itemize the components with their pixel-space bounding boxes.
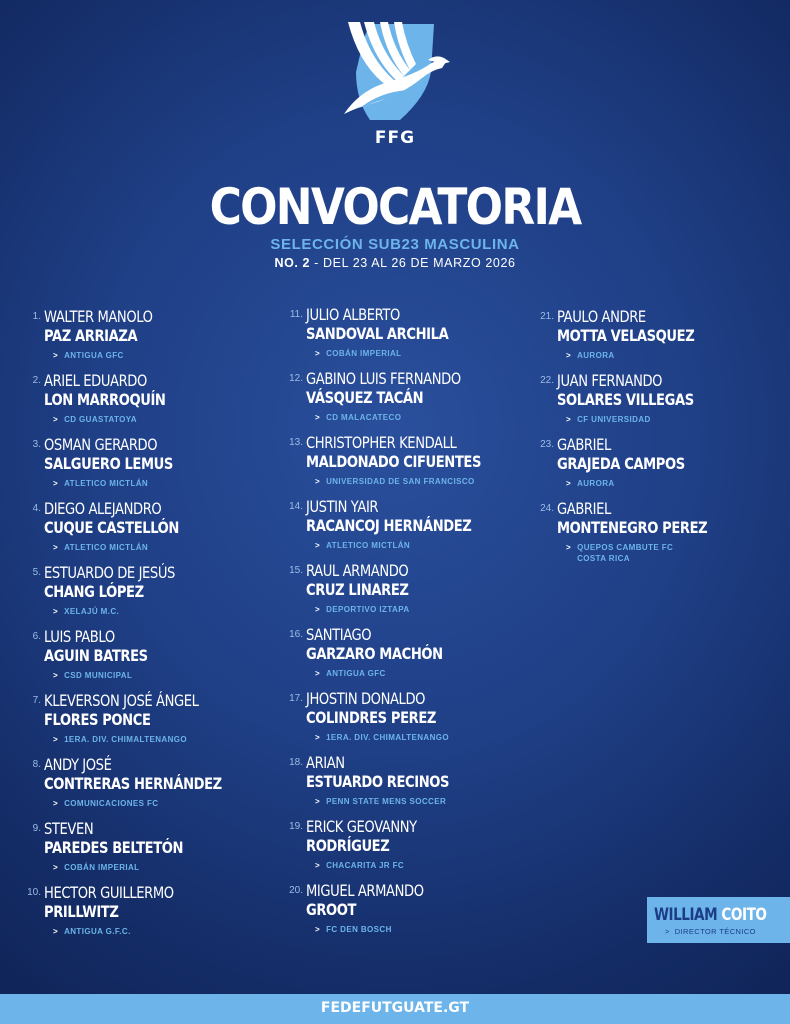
chevron-right-icon: > xyxy=(53,607,59,616)
player-club-line xyxy=(315,348,480,359)
player-club-line xyxy=(53,926,202,937)
player-names xyxy=(306,305,480,359)
chevron-right-icon: > xyxy=(315,349,321,358)
player-club: AURORA xyxy=(577,479,615,488)
chevron-right-icon: > xyxy=(315,797,321,806)
player-first-name: HECTOR GUILLERMO xyxy=(44,883,174,902)
player-club: CHACARITA JR FC xyxy=(326,861,405,870)
player-number: 8. xyxy=(32,759,41,770)
player-first-name: MIGUEL ARMANDO xyxy=(306,881,424,900)
player-last-name: LON MARROQUÍN xyxy=(44,390,166,409)
player-club-line xyxy=(315,540,508,551)
footer-bar xyxy=(0,994,790,1024)
player-last-name: FLORES PONCE xyxy=(44,710,151,729)
player-club-block xyxy=(566,478,713,489)
player-club-block xyxy=(53,798,261,809)
player-number: 23. xyxy=(540,439,554,450)
player-number: 6. xyxy=(32,631,41,642)
player-names xyxy=(306,497,508,551)
player-club-block xyxy=(53,606,204,617)
chevron-right-icon: > xyxy=(315,925,321,934)
player-first-name: JHOSTIN DONALDO xyxy=(306,689,426,708)
player-club-block xyxy=(315,796,480,807)
player-names xyxy=(557,371,724,425)
player-names xyxy=(557,435,713,489)
player-club: 1ERA. DIV. CHIMALTENANGO xyxy=(64,735,188,744)
player-club: ANTIGUA GFC xyxy=(326,669,386,678)
player-last-name: MALDONADO CIFUENTES xyxy=(306,452,482,471)
player-club-line xyxy=(315,604,431,615)
call-up-dates xyxy=(0,256,790,270)
chevron-right-icon: > xyxy=(665,927,670,936)
player-number: 22. xyxy=(540,375,554,386)
player-club-block xyxy=(315,860,441,871)
player-last-name: CUQUE CASTELLÓN xyxy=(44,518,180,537)
player-club-block xyxy=(53,542,209,553)
player-club: CD GUASTATOYA xyxy=(64,415,137,424)
player-first-name: PAULO ANDRE xyxy=(557,307,646,326)
player-number: 3. xyxy=(32,439,41,450)
player-number: 13. xyxy=(289,437,303,448)
player-club-line xyxy=(53,862,214,873)
player-last-name: RODRÍGUEZ xyxy=(306,836,390,855)
player-club: ATLETICO MICTLÁN xyxy=(326,541,411,550)
player-number: 5. xyxy=(32,567,41,578)
player-club-block xyxy=(315,476,519,487)
player-number: 4. xyxy=(32,503,41,514)
chevron-right-icon: > xyxy=(566,479,572,488)
player-club-line xyxy=(315,924,449,935)
player-last-name: PAZ ARRIAZA xyxy=(44,326,138,345)
coach-first-name: WILLIAM xyxy=(654,905,718,925)
player-last-name: PAREDES BELTETÓN xyxy=(44,838,184,857)
player-last-name: GARZARO MACHÓN xyxy=(306,644,443,663)
player-last-name: CONTRERAS HERNÁNDEZ xyxy=(44,774,222,793)
player-last-name: PRILLWITZ xyxy=(44,902,119,921)
player-club-line xyxy=(315,860,441,871)
chevron-right-icon: > xyxy=(53,863,59,872)
date-range: - DEL 23 AL 26 DE MARZO 2026 xyxy=(310,256,516,270)
player-last-name: CRUZ LINAREZ xyxy=(306,580,409,599)
player-names xyxy=(44,691,233,745)
player-club: DEPORTIVO IZTAPA xyxy=(326,605,410,614)
player-first-name: ERICK GEOVANNY xyxy=(306,817,417,836)
player-last-name: GRAJEDA CAMPOS xyxy=(557,454,685,473)
player-first-name: GABRIEL xyxy=(557,435,611,454)
chevron-right-icon: > xyxy=(53,479,59,488)
coach-last-name: COITO xyxy=(721,905,767,925)
player-club-line xyxy=(53,734,233,745)
player-first-name: KLEVERSON JOSÉ ÁNGEL xyxy=(44,691,199,710)
player-first-name: ARIAN xyxy=(306,753,345,772)
player-club: 1ERA. DIV. CHIMALTENANGO xyxy=(326,733,450,742)
player-club: PENN STATE MENS SOCCER xyxy=(326,797,447,806)
player-names xyxy=(44,563,204,617)
player-club-line xyxy=(53,478,201,489)
player-last-name: GROOT xyxy=(306,900,357,919)
coach-role xyxy=(665,927,756,936)
player-club-line xyxy=(53,542,209,553)
player-club-block xyxy=(53,670,170,681)
player-last-name: VÁSQUEZ TACÁN xyxy=(306,388,424,407)
chevron-right-icon: > xyxy=(53,351,59,360)
player-club-block xyxy=(315,732,465,743)
chevron-right-icon: > xyxy=(53,415,59,424)
player-first-name: LUIS PABLO xyxy=(44,627,115,646)
player-last-name: SOLARES VILLEGAS xyxy=(557,390,694,409)
player-last-name: MONTENEGRO PEREZ xyxy=(557,518,708,537)
chevron-right-icon: > xyxy=(53,543,59,552)
chevron-right-icon: > xyxy=(566,543,572,552)
player-number: 14. xyxy=(289,501,303,512)
brand-wordmark: FFG xyxy=(374,128,416,148)
player-first-name: CHRISTOPHER KENDALL xyxy=(306,433,457,452)
player-number: 16. xyxy=(289,629,303,640)
player-first-name: ANDY JOSÉ xyxy=(44,755,112,774)
player-club-block xyxy=(53,926,202,937)
player-club: UNIVERSIDAD DE SAN FRANCISCO xyxy=(326,477,475,486)
player-club-block xyxy=(53,414,192,425)
chevron-right-icon: > xyxy=(53,799,59,808)
player-names xyxy=(44,819,214,873)
player-first-name: ARIEL EDUARDO xyxy=(44,371,147,390)
player-first-name: DIEGO ALEJANDRO xyxy=(44,499,162,518)
player-number: 11. xyxy=(289,309,303,320)
page-subtitle: SELECCIÓN SUB23 MASCULINA xyxy=(270,236,520,253)
player-club-line xyxy=(315,668,473,679)
player-number: 19. xyxy=(289,821,303,832)
player-names xyxy=(44,499,209,553)
player-last-name: ESTUARDO RECINOS xyxy=(306,772,450,791)
player-club-block xyxy=(315,668,473,679)
player-first-name: GABRIEL xyxy=(557,499,611,518)
chevron-right-icon: > xyxy=(315,413,321,422)
player-number: 10. xyxy=(27,887,41,898)
player-names xyxy=(557,499,740,564)
player-number: 24. xyxy=(540,503,554,514)
player-club-block xyxy=(53,862,214,873)
player-names xyxy=(44,627,170,681)
player-club-line xyxy=(53,606,204,617)
player-last-name: AGUIN BATRES xyxy=(44,646,148,665)
player-names xyxy=(44,371,192,425)
player-first-name: JUAN FERNANDO xyxy=(557,371,663,390)
player-club: ANTIGUA GFC xyxy=(64,351,124,360)
coach-card xyxy=(647,897,790,943)
player-number: 12. xyxy=(289,373,303,384)
player-club: CF UNIVERSIDAD xyxy=(577,415,651,424)
player-number: 7. xyxy=(32,695,41,706)
player-first-name: STEVEN xyxy=(44,819,94,838)
player-club-line xyxy=(566,553,740,564)
player-club-line xyxy=(566,478,713,489)
player-club-block xyxy=(315,348,480,359)
player-club-block xyxy=(53,734,233,745)
edition-number: NO. 2 xyxy=(274,256,311,270)
player-first-name: JULIO ALBERTO xyxy=(306,305,400,324)
chevron-right-icon: > xyxy=(315,861,321,870)
player-last-name: CHANG LÓPEZ xyxy=(44,582,144,601)
player-number: 20. xyxy=(289,885,303,896)
chevron-right-icon: > xyxy=(53,671,59,680)
player-first-name: OSMAN GERARDO xyxy=(44,435,158,454)
player-club-line xyxy=(53,798,261,809)
player-club-block xyxy=(315,604,431,615)
player-number: 15. xyxy=(289,565,303,576)
player-last-name: SALGUERO LEMUS xyxy=(44,454,173,473)
player-club: COBÁN IMPERIAL xyxy=(64,863,140,872)
player-names xyxy=(44,883,202,937)
website-link[interactable]: FEDEFUTGUATE.GT xyxy=(320,1000,470,1016)
player-names xyxy=(306,817,441,871)
player-club-block xyxy=(53,350,176,361)
player-club-line xyxy=(315,412,495,423)
player-club-block xyxy=(315,412,495,423)
player-names xyxy=(306,881,449,935)
player-club: ATLETICO MICTLÁN xyxy=(64,543,149,552)
player-last-name: MOTTA VELASQUEZ xyxy=(557,326,695,345)
chevron-right-icon: > xyxy=(53,735,59,744)
player-last-name: SANDOVAL ARCHILA xyxy=(306,324,449,343)
player-names xyxy=(557,307,724,361)
player-club: FC DEN BOSCH xyxy=(326,925,392,934)
player-names xyxy=(306,561,431,615)
player-club-line xyxy=(315,476,519,487)
player-names xyxy=(44,755,261,809)
chevron-right-icon: > xyxy=(566,415,572,424)
player-number: 9. xyxy=(32,823,41,834)
player-names xyxy=(306,433,519,487)
coach-role-label: DIRECTOR TÉCNICO xyxy=(674,927,756,936)
player-club: CSD MUNICIPAL xyxy=(64,671,133,680)
player-club: COBÁN IMPERIAL xyxy=(326,349,402,358)
player-club-line xyxy=(53,350,176,361)
chevron-right-icon: > xyxy=(566,351,572,360)
coach-name xyxy=(654,905,766,925)
player-names xyxy=(306,625,473,679)
player-club-block xyxy=(566,350,724,361)
player-club-block xyxy=(315,924,449,935)
player-club-block xyxy=(315,540,508,551)
player-first-name: RAUL ARMANDO xyxy=(306,561,409,580)
player-first-name: WALTER MANOLO xyxy=(44,307,153,326)
player-club-line xyxy=(315,796,480,807)
player-club-line xyxy=(53,670,170,681)
player-first-name: JUSTIN YAIR xyxy=(306,497,379,516)
player-last-name: RACANCOJ HERNÁNDEZ xyxy=(306,516,472,535)
player-club-line xyxy=(566,414,724,425)
player-number: 18. xyxy=(289,757,303,768)
player-club: COSTA RICA xyxy=(577,554,630,563)
player-club: COMUNICACIONES FC xyxy=(64,799,159,808)
player-club: CD MALACATECO xyxy=(326,413,402,422)
player-number: 17. xyxy=(289,693,303,704)
chevron-right-icon: > xyxy=(315,605,321,614)
player-first-name: GABINO LUIS FERNANDO xyxy=(306,369,461,388)
player-first-name: ESTUARDO DE JESÚS xyxy=(44,563,175,582)
chevron-right-icon: > xyxy=(315,733,321,742)
player-names xyxy=(306,689,465,743)
player-club-block xyxy=(566,542,740,564)
player-first-name: SANTIAGO xyxy=(306,625,372,644)
player-number: 2. xyxy=(32,375,41,386)
chevron-right-icon: > xyxy=(315,477,321,486)
player-club-line xyxy=(315,732,465,743)
player-names xyxy=(44,435,201,489)
player-number: 21. xyxy=(540,311,554,322)
player-club: ANTIGUA G.F.C. xyxy=(64,927,131,936)
player-last-name: COLINDRES PEREZ xyxy=(306,708,436,727)
player-names xyxy=(306,369,495,423)
chevron-right-icon: > xyxy=(53,927,59,936)
page-title: CONVOCATORIA xyxy=(209,178,581,236)
chevron-right-icon: > xyxy=(315,669,321,678)
player-club-line xyxy=(566,542,740,553)
player-club-line xyxy=(53,414,192,425)
chevron-right-icon: > xyxy=(315,541,321,550)
player-club-block xyxy=(53,478,201,489)
player-club: XELAJÚ M.C. xyxy=(64,607,120,616)
player-club: QUEPOS CAMBUTE FC xyxy=(577,543,674,552)
player-club: AURORA xyxy=(577,351,615,360)
player-names xyxy=(306,753,480,807)
player-club-block xyxy=(566,414,724,425)
player-club: ATLETICO MICTLÁN xyxy=(64,479,149,488)
player-number: 1. xyxy=(32,311,41,322)
player-club-line xyxy=(566,350,724,361)
player-names xyxy=(44,307,176,361)
